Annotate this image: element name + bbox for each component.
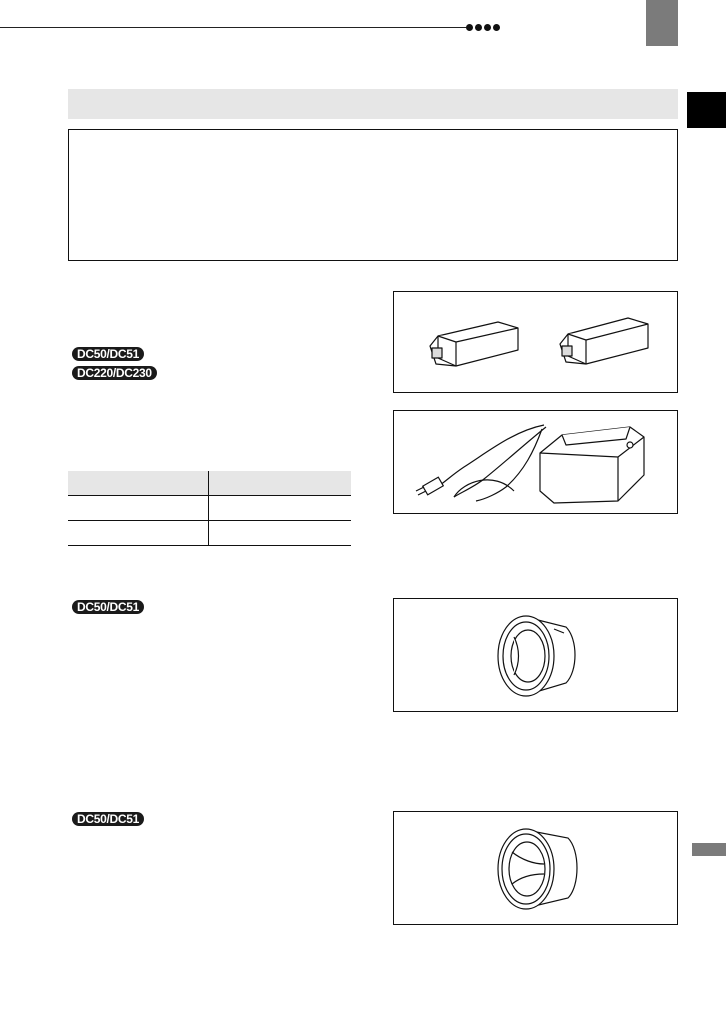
tele-lens-figure <box>393 598 678 712</box>
section-tab <box>692 843 726 856</box>
tele-converter-lens-icon <box>394 599 677 711</box>
chapter-tab <box>687 92 726 128</box>
battery-pack-icon <box>394 292 677 392</box>
header-dot <box>466 24 473 31</box>
header-dot <box>484 24 491 31</box>
table-cell <box>68 521 209 546</box>
table-cell <box>209 521 352 546</box>
wide-lens-figure <box>393 811 678 925</box>
header-dot <box>475 24 482 31</box>
section-heading-bar <box>68 89 678 119</box>
table-header-cell <box>68 471 209 496</box>
table-cell <box>68 496 209 521</box>
corner-tab <box>646 0 678 46</box>
header-dots <box>466 20 506 34</box>
battery-charger-figure <box>393 410 678 514</box>
model-badge-dc50: DC50/DC51 <box>72 347 144 361</box>
table-header-cell <box>209 471 352 496</box>
table-row <box>68 521 351 546</box>
note-box <box>68 129 678 261</box>
table-header-row <box>68 471 351 496</box>
battery-pack-figure <box>393 291 678 393</box>
model-badge-dc50-wide: DC50/DC51 <box>72 812 144 826</box>
battery-charger-icon <box>394 411 677 513</box>
spec-table <box>68 471 351 546</box>
model-badge-dc50-tele: DC50/DC51 <box>72 600 144 614</box>
header-rule <box>0 27 468 28</box>
model-badge-dc220: DC220/DC230 <box>72 366 157 380</box>
wide-converter-lens-icon <box>394 812 677 924</box>
header-dot <box>493 24 500 31</box>
table-row <box>68 496 351 521</box>
table-cell <box>209 496 352 521</box>
